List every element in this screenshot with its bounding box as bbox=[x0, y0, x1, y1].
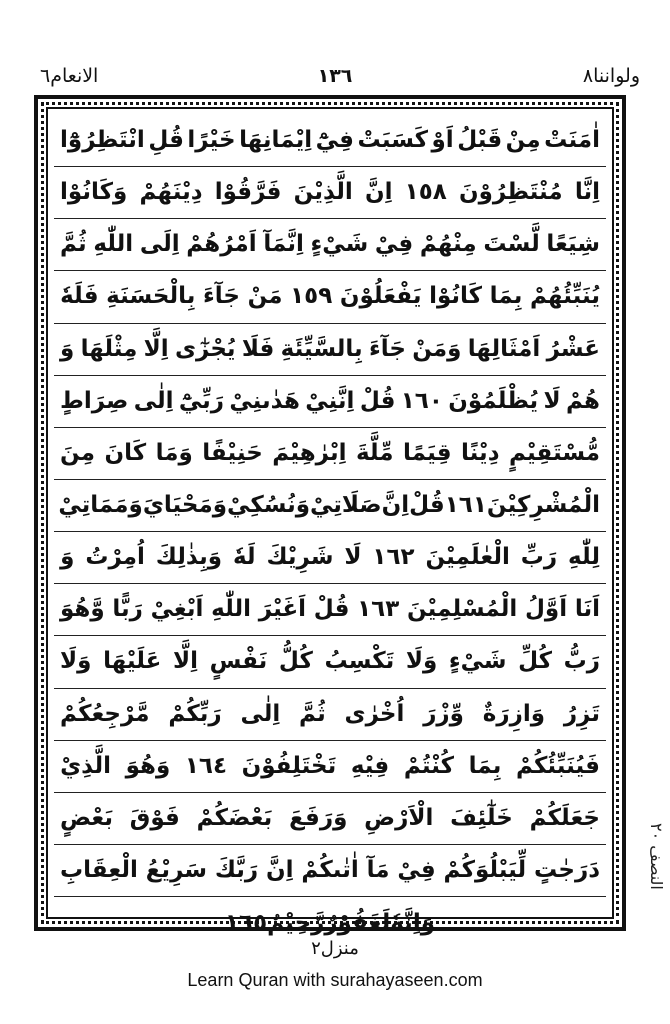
word: بِالسَّيِّئَةِ bbox=[280, 335, 363, 362]
verse-line bbox=[54, 845, 606, 897]
word: رَبِّكُمْ bbox=[168, 700, 222, 727]
word: بَعْضٍ bbox=[60, 804, 114, 831]
word: وَمَا bbox=[155, 439, 193, 466]
word: اِيْمَانِهَا bbox=[239, 127, 313, 154]
word: قِيَمًا bbox=[403, 439, 452, 466]
word: لَغَفُوْرٌ bbox=[324, 909, 391, 936]
ayah-number: ١٥٩ bbox=[290, 283, 333, 310]
verse-line bbox=[54, 376, 606, 428]
page-number: ١٣٦ bbox=[317, 65, 353, 87]
word: اِنَّ bbox=[266, 857, 294, 884]
word: يُظْلَمُوْنَ bbox=[448, 387, 539, 414]
verse-line bbox=[54, 167, 606, 219]
verse-line bbox=[54, 271, 606, 323]
verse-line bbox=[54, 636, 606, 688]
word: خَلٰٓئِفَ bbox=[450, 804, 513, 831]
word: بِمَا bbox=[489, 283, 523, 310]
word: اُخْرٰى bbox=[344, 700, 405, 727]
word: كُنْتُمْ bbox=[403, 752, 455, 779]
word: جَآءَ bbox=[202, 283, 240, 310]
manzil-label: منزل٢ bbox=[311, 938, 359, 959]
word: فِيْٓ bbox=[315, 127, 354, 154]
word: رَبًّا bbox=[112, 596, 143, 623]
word: لَهٗ bbox=[232, 544, 256, 571]
word: مِثْلَهَا bbox=[80, 335, 138, 362]
word: كَسَبَتْ bbox=[357, 127, 428, 154]
word: اَمْرُهُمْ bbox=[186, 231, 257, 258]
ayah-number: ١٦٣ bbox=[357, 596, 400, 623]
word: كُلُّ bbox=[278, 648, 313, 675]
word: وَمَحْيَايَ bbox=[142, 492, 228, 519]
word: سَرِيْعُ bbox=[145, 857, 207, 884]
verse-line bbox=[54, 324, 606, 376]
word: وَّهُوَ bbox=[60, 596, 105, 623]
word: اِلَّا bbox=[172, 648, 198, 675]
word: اِبْرٰهِيْمَ bbox=[272, 439, 347, 466]
word: تَكْسِبُ bbox=[324, 648, 395, 675]
word: اِلٰى bbox=[133, 387, 174, 414]
word: اِنَّمَآ bbox=[263, 231, 304, 258]
word: اَغَيْرَ bbox=[258, 596, 307, 623]
word: خَيْرًا bbox=[187, 127, 236, 154]
word: رَّحِيْمٌ bbox=[267, 909, 325, 936]
ayah-number: ١٥٨ bbox=[404, 179, 447, 206]
word: اللّٰهِ bbox=[93, 231, 134, 258]
word: رَبَّكَ bbox=[214, 857, 259, 884]
word: حَنِيْفًا bbox=[202, 439, 263, 466]
verse-line bbox=[54, 532, 606, 584]
word: شَيْءٍ bbox=[448, 648, 507, 675]
word: اَوَّلُ bbox=[524, 596, 568, 623]
word: فِيْهِ bbox=[350, 752, 390, 779]
word: كُلِّ bbox=[518, 648, 553, 675]
word: عَشْرُ bbox=[546, 335, 600, 362]
word: فَلَا bbox=[241, 335, 275, 362]
word: فَيُنَبِّئُكُمْ bbox=[515, 752, 600, 779]
ayah-number: ١٦١ bbox=[444, 492, 487, 519]
word: اَنَا bbox=[574, 596, 600, 623]
verse-lines bbox=[54, 115, 606, 936]
word: مَنْ bbox=[247, 283, 283, 310]
word: رَبِّيْٓ bbox=[178, 387, 225, 414]
word: وَنُسُكِيْ bbox=[227, 492, 311, 519]
verse-line bbox=[54, 689, 606, 741]
word: وِّزْرَ bbox=[423, 700, 464, 727]
word: بَعْضَكُمْ bbox=[196, 804, 273, 831]
word: شَرِيْكَ bbox=[266, 544, 334, 571]
word: مِنْ bbox=[505, 127, 541, 154]
surah-label: الانعام٦ bbox=[40, 65, 99, 87]
ayah-number: ١٦٤ bbox=[184, 752, 227, 779]
word: قُلْ bbox=[313, 596, 350, 623]
word: مِنْهُمْ bbox=[419, 231, 477, 258]
word: هُمْ bbox=[566, 387, 600, 414]
word: وَ bbox=[60, 335, 75, 362]
ayah-number: ١٦٥ bbox=[225, 909, 268, 936]
verse-line bbox=[54, 584, 606, 636]
verse-line bbox=[54, 115, 606, 167]
word: تَزِرُ bbox=[563, 700, 600, 727]
word: الْعِقَابِ bbox=[60, 857, 138, 884]
word: وَاِنَّهٗ bbox=[390, 909, 435, 936]
word: رَبُّ bbox=[563, 648, 600, 675]
word: اَبْغِيْ bbox=[150, 596, 204, 623]
word: قُلِ bbox=[148, 127, 184, 154]
word: وَلَا bbox=[60, 648, 92, 675]
word: يَفْعَلُوْنَ bbox=[339, 283, 422, 310]
word: فَرَّقُوْا bbox=[214, 179, 282, 206]
word: دِيْنًا bbox=[461, 439, 500, 466]
word: صِرَاطٍ bbox=[60, 387, 129, 414]
word: وَلَا bbox=[405, 648, 438, 675]
page-border bbox=[34, 95, 626, 936]
word: دَرَجٰتٍ bbox=[534, 857, 600, 884]
word: فَلَهٗ bbox=[60, 283, 99, 310]
word: قُلْ bbox=[359, 387, 396, 414]
word: اِلٰى bbox=[240, 700, 281, 727]
verse-line bbox=[54, 428, 606, 480]
word: يُجْزٰٓى bbox=[174, 335, 236, 362]
word: اِلَى bbox=[139, 231, 180, 258]
word: فِيْ bbox=[397, 857, 436, 884]
word: فِيْ bbox=[374, 231, 414, 258]
word: عَلَيْهَا bbox=[103, 648, 162, 675]
word: وَكَانُوْا bbox=[60, 179, 128, 206]
word: اَوْ bbox=[431, 127, 454, 154]
word: وَمَمَاتِيْ bbox=[58, 492, 143, 519]
word: مُّسْتَقِيْمٍ bbox=[508, 439, 600, 466]
word: وَبِذٰلِكَ bbox=[155, 544, 223, 571]
word: جَعَلَكُمْ bbox=[529, 804, 600, 831]
word: اِنَّ bbox=[364, 179, 393, 206]
word: نَفْسٍ bbox=[209, 648, 268, 675]
word: اٰتٰىكُمْ bbox=[301, 857, 359, 884]
word: اُمِرْتُ bbox=[85, 544, 145, 571]
word: الْعٰلَمِيْنَ bbox=[425, 544, 510, 571]
word: اِنَّ bbox=[381, 492, 410, 519]
side-marker: النصف ٢٠ bbox=[647, 823, 666, 890]
word: اٰمَنَتْ bbox=[544, 127, 600, 154]
word: دِيْنَهُمْ bbox=[139, 179, 203, 206]
word: اِنَّنِيْ bbox=[305, 387, 355, 414]
word: وَهُوَ bbox=[125, 752, 171, 779]
word: قُلْ bbox=[409, 492, 445, 519]
juz-label: ولواننا٨ bbox=[582, 65, 640, 87]
word: اللّٰهِ bbox=[211, 596, 252, 623]
word: مِنَ bbox=[60, 439, 95, 466]
word: لِلّٰهِ bbox=[568, 544, 600, 571]
word: فَوْقَ bbox=[129, 804, 180, 831]
word: جَآءَ bbox=[368, 335, 406, 362]
word: لَا bbox=[344, 544, 362, 571]
word: تَخْتَلِفُوْنَ bbox=[241, 752, 337, 779]
word: الْمُسْلِمِيْنَ bbox=[406, 596, 518, 623]
ayah-number: ١٦٢ bbox=[372, 544, 415, 571]
word: مُنْتَظِرُوْنَ bbox=[458, 179, 563, 206]
word: ثُمَّ bbox=[299, 700, 326, 727]
word: اَمْثَالِهَا bbox=[467, 335, 541, 362]
word: مَّرْجِعُكُمْ bbox=[60, 700, 150, 727]
word: الْاَرْضِ bbox=[364, 804, 434, 831]
word: مَآ bbox=[366, 857, 390, 884]
word: اِنَّا bbox=[574, 179, 600, 206]
verse-line bbox=[54, 741, 606, 793]
word: بِالْحَسَنَةِ bbox=[106, 283, 196, 310]
word: رَبِّ bbox=[520, 544, 558, 571]
word: وَ bbox=[60, 544, 75, 571]
word: الَّذِيْ bbox=[60, 752, 111, 779]
word: كَانَ bbox=[104, 439, 147, 466]
word: قَبْلُ bbox=[457, 127, 503, 154]
word: اِلَّا bbox=[143, 335, 169, 362]
word: الَّذِيْنَ bbox=[293, 179, 353, 206]
verse-line bbox=[54, 793, 606, 845]
word: الْمُشْرِكِيْنَ bbox=[486, 492, 600, 519]
word: وَرَفَعَ bbox=[289, 804, 348, 831]
word: وَمَنْ bbox=[412, 335, 462, 362]
word: صَلَاتِيْ bbox=[310, 492, 382, 519]
word: وَازِرَةٌ bbox=[482, 700, 546, 727]
word: شِيَعًا bbox=[546, 231, 600, 258]
ayah-number: ١٦٠ bbox=[400, 387, 443, 414]
verse-line bbox=[54, 219, 606, 271]
verse-line bbox=[54, 480, 606, 532]
word: هَدٰىنِيْ bbox=[229, 387, 300, 414]
word: مِّلَّةَ bbox=[355, 439, 394, 466]
word: شَيْءٍ bbox=[310, 231, 369, 258]
page-header bbox=[0, 62, 670, 94]
word: انْتَظِرُوْٓا bbox=[60, 127, 145, 154]
word: كَانُوْا bbox=[429, 283, 483, 310]
site-credit: Learn Quran with surahayaseen.com bbox=[187, 970, 483, 990]
word: لِّيَبْلُوَكُمْ bbox=[443, 857, 527, 884]
word: يُنَبِّئُهُمْ bbox=[529, 283, 600, 310]
word: ثُمَّ bbox=[60, 231, 87, 258]
word: لَّسْتَ bbox=[483, 231, 540, 258]
word: لَا bbox=[543, 387, 561, 414]
word: بِمَا bbox=[468, 752, 502, 779]
